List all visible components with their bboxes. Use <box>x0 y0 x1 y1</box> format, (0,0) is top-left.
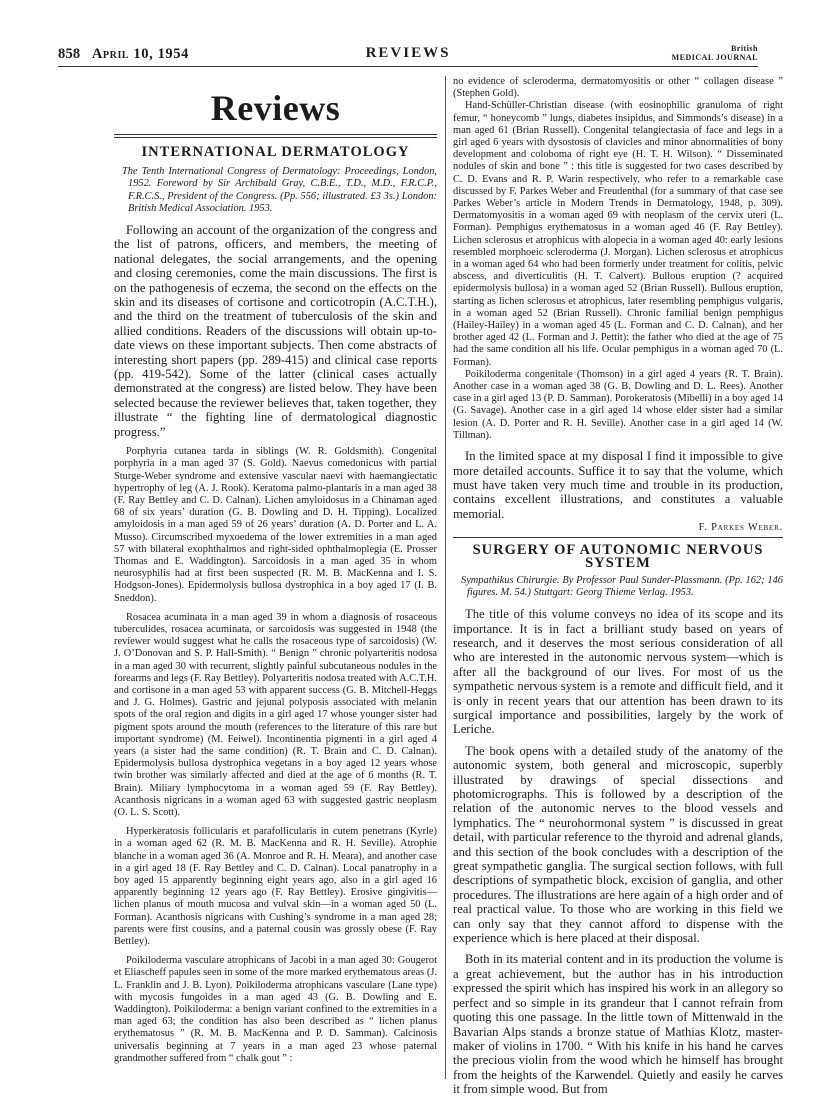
section-title: REVIEWS <box>365 45 451 61</box>
title-rule <box>114 134 437 138</box>
page-number-date: 858 April 10, 1954 <box>58 46 189 62</box>
header-rule <box>58 66 758 67</box>
review-paragraph: Poikiloderma vasculare atrophicans of Jacobi in a man aged 30: Gougerot et Eliascheff papules seen in some of the more marked erythematous areas (J. L. Franklin and J. B. Lyon). Poikiloderma atrophicans vasculare (Lane type) with mycosis fungoides in a man aged 43 (G. B. Dowling and E. Waddington). Poikiloderma: a benign variant confined to the extremities in a man aged 63; the condition has also been described as “ lichen planus erythematosus ” (R. M. B. MacKenna and P. D. Samman). Calcinosis universalis beginning at 7 years in a man aged 23 whose paternal grandmother suffered from “ chalk gout ” : <box>114 955 437 1064</box>
review-paragraph: Poikiloderma congenitale (Thomson) in a girl aged 4 years (R. T. Brain). Another case in a woman aged 38 (G. B. Dowling and D. L. Rees). Another case in a girl aged 13 (P. D. Samman). Porokeratosis (Mibelli) in a boy aged 14 (G. Savage). Another case in a girl aged 14 whose elder sister had a similar lesion (A. D. Porter and R. H. Seville). Another case in a girl aged 14 (W. Tillman). <box>453 368 783 441</box>
review-paragraph: The title of this volume conveys no idea of its scope and its importance. It is in fact a brilliant study based on years of research, and it deserves the most serious consideration of all who are interested in the autonomic nervous system—which is after all the background of our lives. For most of us the sympathetic nervous system is a remote and difficult field, and it is only in recent years that our attention has been drawn to its surgical importance and possibilities, largely by the work of Leriche. <box>453 607 783 737</box>
review-paragraph: Following an account of the organization of the congress and the list of patrons, officers, and members, the meeting of national delegates, the social arrangements, and the opening and closing ceremonies, come the main discussions. The first is on the pathogenesis of eczema, the second on the effects on the skin and its diseases of cortisone and corticotropin (A.C.T.H.), and the third on the treatment of tuberculosis of the skin and allied conditions. Readers of the discussions will obtain up-to-date views on these important subjects. Then come abstracts of interesting short papers (pp. 289-415) and clinical case reports (pp. 419-542). Some of the latter (clinical cases actually demonstrated at the congress) are listed below. They have been selected because the reviewer believes that, taken together, they illustrate “ the fighting line of dermatological diagnostic progress.” <box>114 223 437 439</box>
review-paragraph: no evidence of scleroderma, dermatomyositis or other “ collagen disease ” (Stephen Gold). <box>453 76 783 100</box>
review-heading-autonomic: SURGERY OF AUTONOMIC NERVOUS SYSTEM <box>472 542 764 571</box>
left-column <box>114 76 437 1079</box>
section-rule <box>453 537 783 538</box>
review-paragraph: Hyperkeratosis follicularis et parafollicularis in cutem penetrans (Kyrle) in a woman aged 62 (R. M. B. MacKenna and R. H. Seville). Atrophie blanche in a woman aged 36 (A. Monroe and R. H. Meara), and another case in a girl aged 18 (F. Ray Bettley and C. D. Calnan). Local panatrophy in a boy aged 15 apparently beginning eight years ago, also in a girl aged 16 apparently beginning 12 years ago (F. Ray Bettley). Erosive gingivitis—lichen planus of mouth mucosa and vulval skin—in a woman aged 50 (L. Forman). Acanthosis nigricans with Cushing’s syndrome in a man aged 28; parents were first cousins, and a paternal cousin was grossly obese (F. Ray Bettley). <box>114 826 437 948</box>
review-paragraph: The book opens with a detailed study of the anatomy of the autonomic system, both general and microscopic, superbly illustrated by drawings of special dissections and photomicrographs. This is followed by a description of the relation of the autonomic nerves to the blood vessels and lymphatics. The “ neurohormonal system ” is discussed in great detail, with particular reference to the thyroid and adrenal glands, and this section of the book concludes with a description of the great sympathetic ganglia. The surgical section follows, with full descriptions of sympathetic block, excision of ganglia, and other procedures. The illustrations are here again of a high order and of real practical value. To those who are working in this field we can only say that they cannot afford to dispense with the experience which is here placed at their disposal. <box>453 743 783 946</box>
review-paragraph: Hand-Schüller-Christian disease (with eosinophilic granuloma of right femur, “ honeycomb ” lungs, diabetes insipidus, and Simmonds’s disease) in a man aged 61 (Brian Russell). Congenital telangiectasia of face and legs in a girl aged 6 years with dysostosis of clavicles and minor abnormalities of bony development and coloboma of right eye (H. T. H. Wilson). “ Disseminated nodules of skin and bone ” : this title is suggested for two cases described by C. D. Evans and R. P. Warin respectively, who refer to a remarkable case discussed by F. Parkes Weber and Freudenthal (for a summary of that case see Parkes Weber’s article in Modern Trends in Dermatology, 1948, p. 309). Dermatomyositis in a woman aged 69 with neoplasm of the cervix uteri (L. Forman). Pemphigus erythematosus in a woman aged 46 (F. Ray Bettley). Lichen sclerosus et atrophicus with alopecia in a woman aged 40: early lesions resembled morphoeic scleroderma (J. Morgan). Lichen sclerosus et atrophicus in a woman aged 64 who had been formerly under treatment for colitis, pelvic abscess, and diverticulitis (H. T. Calvert). Bullous eruption (? acquired epidermolysis bullosa) in a woman aged 52 (Brian Russell). Bullous eruption, starting as lichen sclerosus et atrophicus, later resembling pemphigus vulgaris, in a woman aged 52 (Brian Russell). Chronic familial benign pemphigus (Hailey-Hailey) in a woman aged 45 (L. Forman and C. D. Calnan), and her brother aged 42 (L. Forman and J. Pettit): the father who died at the age of 75 had the same condition all his life. Ocular pemphigus in a woman aged 70 (L. Forman). <box>453 100 783 368</box>
column-divider <box>445 76 446 1079</box>
reviews-title: Reviews <box>210 88 341 128</box>
review-paragraph: Rosacea acuminata in a man aged 39 in whom a diagnosis of rosaceous tuberculides, rosacea acuminata, or sarcoidosis was suggested in 1948 (the reviewer would suggest what he calls the rosaceous type of sarcoidosis) (W. J. O’Donovan and S. P. Hall-Smith). “ Benign ” chronic polyarteritis nodosa in a man aged 30 with recurrent, slightly painful subcutaneous nodules in the forearms and legs (F. Ray Bettley). Polyarteritis nodosa treated with A.C.T.H. and cortisone in a man aged 53 with apparent success (G. B. Mitchell-Heggs and J. G. Holmes). Gastric and jejunal polyposis associated with melanin spots of the oral region and digits in a girl aged 17 whose younger sister had pigment spots around the mouth (references to the literature of this rare but important syndrome) (M. Feiwel). Incontinentia pigmenti in a girl aged 4 years (a sister had the same condition) (R. T. Brain and C. D. Calnan). Epidermolysis bullosa dystrophica vegetans in a boy aged 12 years whose twin brother was similarly affected and died at the age of 6 months (R. T. Brain). Miliary lymphocytoma in a woman aged 59 (F. Ray Bettley). Acanthosis nigricans in a woman aged 63 with suggested gastric neoplasm (O. L. S. Scott). <box>114 611 437 818</box>
review-paragraph: Both in its material content and in its production the volume is a great achievement, but the author has in his introduction expressed the spirit which has inspired his work in an allegory so perfect and so simple in its grandeur that I cannot refrain from quoting this one passage. In the little town of Mittenwald in the Bavarian Alps stands a bronze statue of Mathias Klotz, master-maker of violins in 1700. “ With his knife in his hand he carves the precious violin from the wood which he himself has brought from the heights of the Karwendel. Quietly and easily he carves it from simple wood. But from <box>453 952 783 1097</box>
review-paragraph: In the limited space at my disposal I find it impossible to give more detailed accounts. Suffice it to say that the volume, which must have taken very much time and trouble in its production, contains excellent illustrations, and constitutes a valuable memorial. <box>453 449 783 521</box>
review-citation-autonomic: Sympathikus Chirurgie. By Professor Paul Sunder-Plassmann. (Pp. 162; 146 figures. M. 54.) Stuttgart: Georg Thieme Verlag. 1953. <box>461 574 783 598</box>
reviewer-signature: F. Parkes Weber. <box>698 522 783 534</box>
review-heading-dermatology: INTERNATIONAL DERMATOLOGY <box>141 144 410 160</box>
review-citation-dermatology: The Tenth International Congress of Dermatology: Proceedings, London, 1952. Foreword by Sir Archibald Gray, C.B.E., T.D., M.D., F.R.C.P., F.R.C.S., President of the Congress. (Pp. 556; illustrated. £3 3s.) London: British Medical Association. 1953. <box>122 166 437 214</box>
right-column <box>453 76 783 1097</box>
page-header <box>58 42 758 68</box>
journal-name: British MEDICAL JOURNAL <box>671 44 758 62</box>
review-paragraph: Porphyria cutanea tarda in siblings (W. R. Goldsmith). Congenital porphyria in a man aged 37 (S. Gold). Naevus comedonicus with partial Sturge-Weber syndrome and extensive vascular naevi with haemangiectatic hypertrophy of leg (A. J. Rook). Keratoma palmo-plantaris in a man aged 38 (F. Ray Bettley and C. D. Calnan). Lichen amyloidosus in a Chinaman aged 68 of six years’ duration (G. B. Dowling and D. H. Tipping). Localized amyloidosis in a man aged 59 of 26 years’ duration (A. D. Porter and L. A. Musso). Circumscribed myxoedema of the lower extremities in a man aged 57 with bilateral exophthalmos and right-sided ophthalmoplegia (E. Prosser Thomas and E. Waddington). Sarcoidosis in a man aged 35 in whom neurosyphilis had at first been suspected (R. M. B. MacKenna and I. S. Hodgson-Jones). Epidermolysis bullosa dystrophica in a boy aged 17 (I. B. Sneddon). <box>114 446 437 604</box>
